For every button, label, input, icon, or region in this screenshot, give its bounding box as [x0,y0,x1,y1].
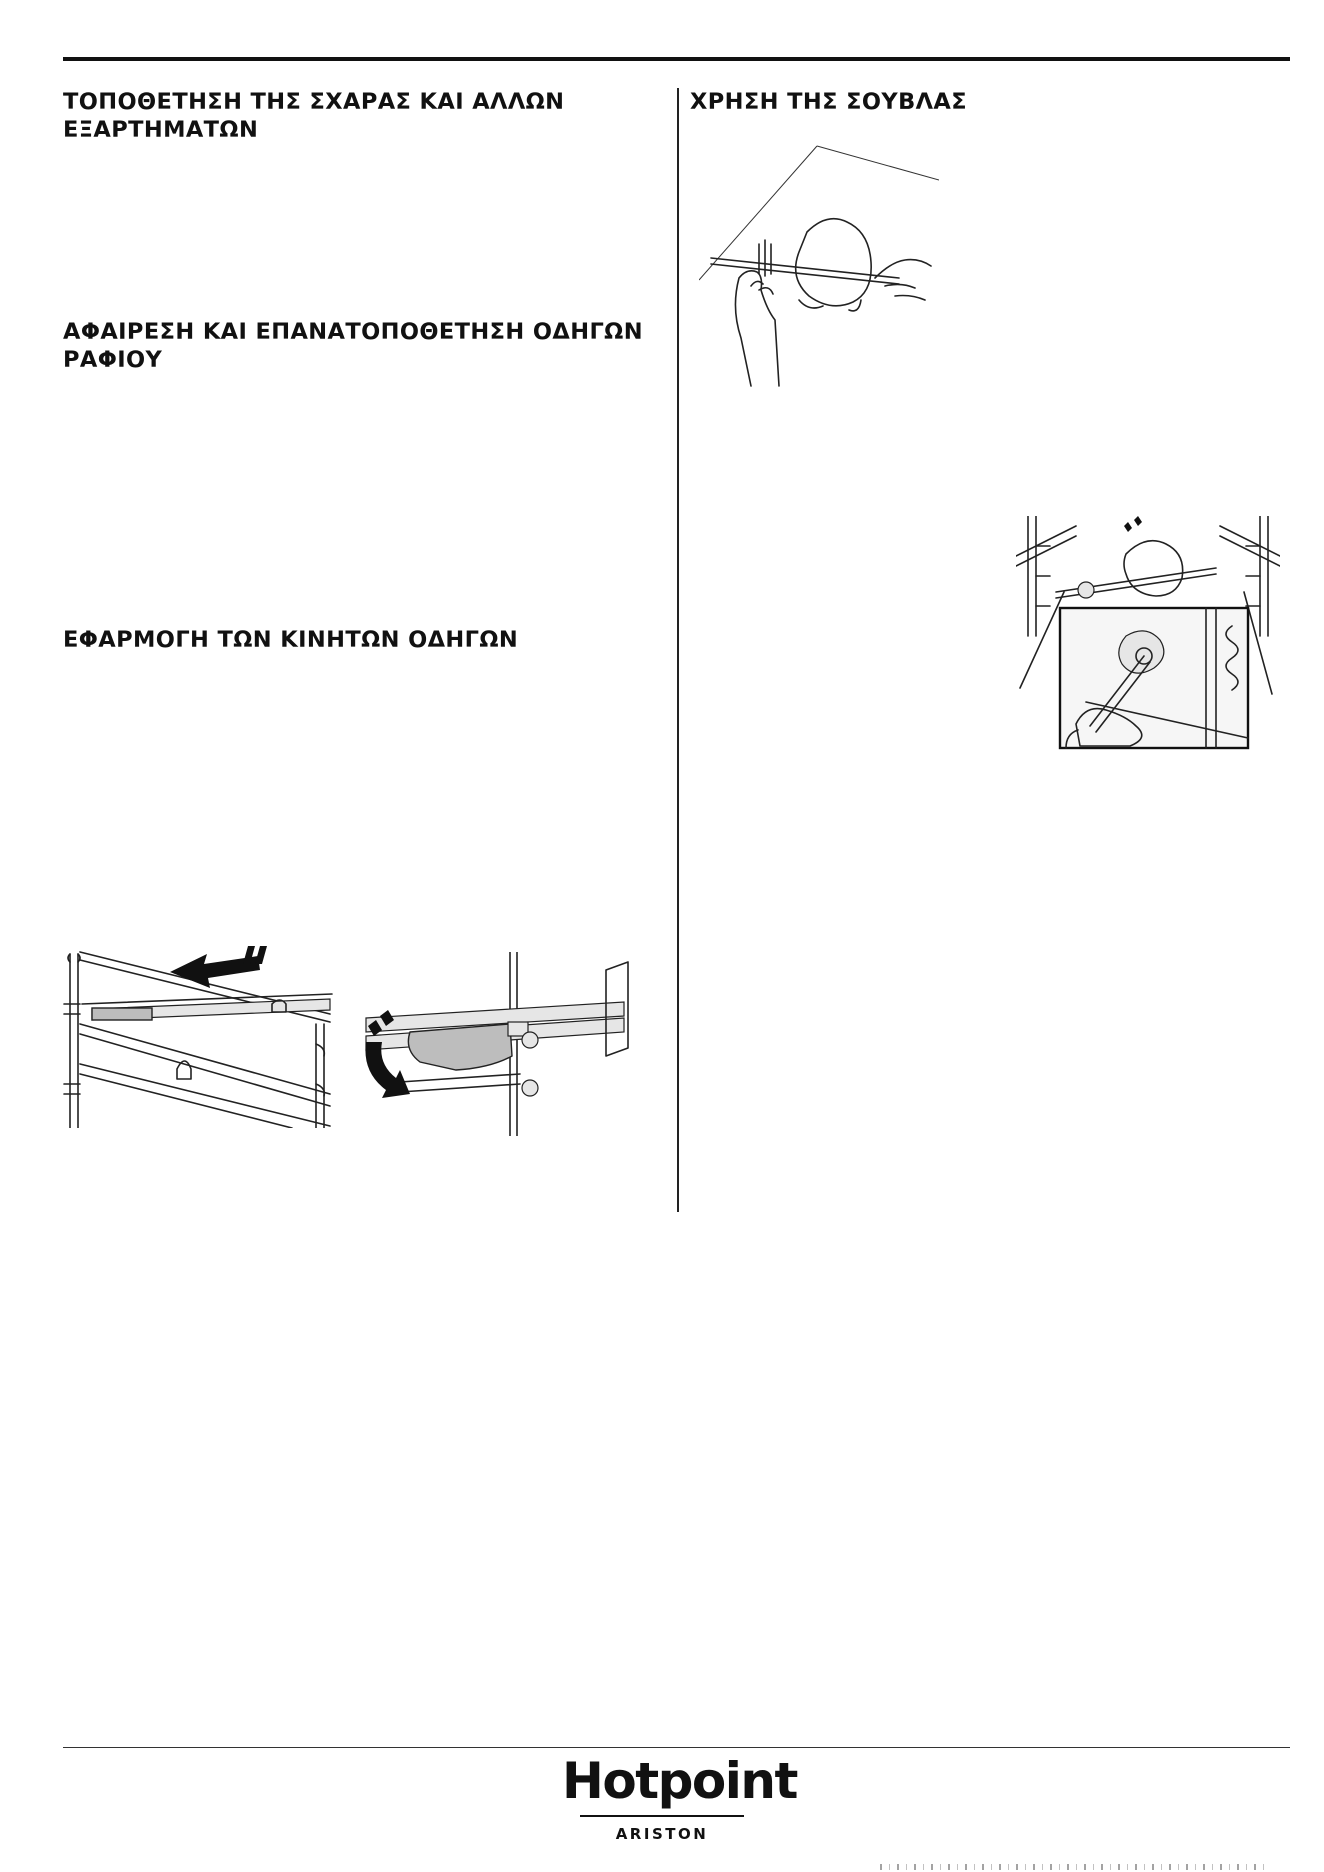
rack-guide-slide-illustration [62,944,334,1128]
section-title-rack-guides: ΑΦΑΙΡΕΣΗ ΚΑΙ ΕΠΑΝΑΤΟΠΟΘΕΤΗΣΗ ΟΔΗΓΩΝ ΡΑΦΙΟΥ [63,319,643,373]
brand-subname: ARISTON [615,1825,709,1843]
footer-print-code [880,1864,1270,1870]
section-title-grill-placement: ΤΟΠΟΘΕΤΗΣΗ ΤΗΣ ΣΧΑΡΑΣ ΚΑΙ ΑΛΛΩΝ ΕΞΑΡΤΗΜΑΤΩΝ [63,89,565,143]
spit-insertion-illustration [1016,516,1280,760]
section-title-rotisserie: ΧΡΗΣΗ ΤΗΣ ΣΟΥΒΛΑΣ [690,89,968,115]
runner-clip-illustration [360,952,636,1136]
brand-name: Hotpoint [562,1752,797,1810]
top-rule [63,57,1290,61]
column-divider [677,88,679,1212]
brand-underline [580,1815,744,1817]
spit-chicken-illustration [699,140,939,388]
brand-logo [562,1748,797,1843]
section-title-sliding-runners: ΕΦΑΡΜΟΓΗ ΤΩΝ ΚΙΝΗΤΩΝ ΟΔΗΓΩΝ [63,627,519,653]
